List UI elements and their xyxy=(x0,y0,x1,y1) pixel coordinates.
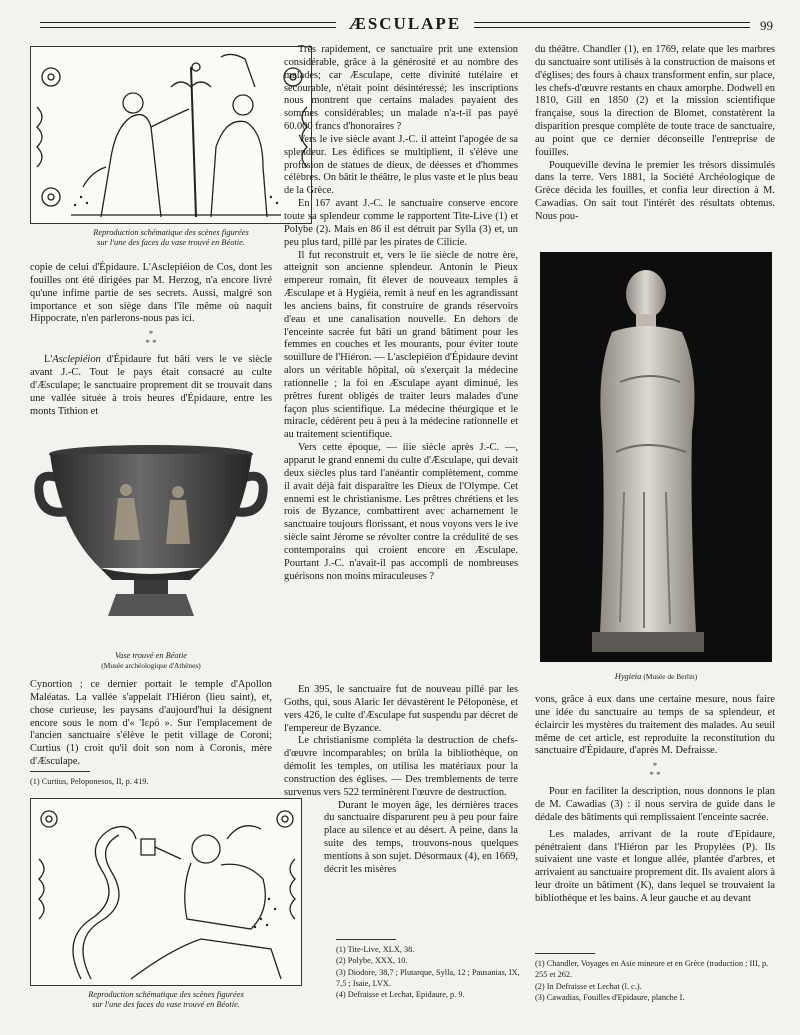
vase-caption-credit: (Musée archéologique d'Athènes) xyxy=(101,661,201,670)
footnote: (1) Tite-Live, XLX, 38. xyxy=(336,945,415,954)
paragraph: Pour en faciliter la description, nous donnons le plan de M. Cawadias (3) : il nous servira de guide dans le dédale des bâtiments qui remplissaient l'enceinte sacrée. xyxy=(535,786,775,823)
hygieia-statue-image xyxy=(540,252,772,662)
paragraph: En 167 avant J.-C. le sanctuaire conserve encore toute sa splendeur comme le rapportent Tite-Live (1) et Polybe (2). Mais en 86 il est détruit par Sylla (3) et, un peu plus tard, pillé par les pirates de Cilicie. xyxy=(284,198,518,248)
vase-scene-drawing-top xyxy=(30,46,312,224)
footnote-rule-mid xyxy=(336,939,396,940)
statue-caption xyxy=(540,672,772,682)
top-figure-caption xyxy=(30,228,312,248)
footnote: (1) Chandler, Voyages en Asie mineure et en Grèce (traduction ; III, p. 255 et 262. xyxy=(535,959,769,980)
paragraph: L'Asclepiéion d'Épidaure fut bâti vers le ve siècle avant J.-C. Tout le pays était consacré au culte d'Æsculape; le sanctuaire proprement dit se trouvait dans une vallée située à trois heures d'Épidaure, entre les monts Tithion et xyxy=(30,354,272,417)
middle-column-upper xyxy=(284,44,518,583)
section-separator: * * * xyxy=(145,329,157,349)
paragraph: copie de celui d'Épidaure. L'Asclepiéion de Cos, dont les fouilles ont été dirigées par M. Herzog, n'a encore livré qu'une infime partie de ses secrets. Aussi, malgré son importance et son siège dans l'île même où naquit Hippocrate, n'en parlerons-nous pas ici. xyxy=(30,262,272,325)
paragraph: Vers cette époque, — iiie siècle après J.-C. —, apparut le grand ennemi du culte d'Æsculape, qui devait deux siècles plus tard l'anéantir complètement, comme il avait déjà fait disparaître les Dieux de l'Olympe. Cet ennemi est le christianisme. Les prêtres chrétiens et les rois de Byzance, combattirent avec acharnement le sanctuaire toujours florissant, et nous voyons vers le ive siècle saint Jérome se révolter contre la crédulité de ses contemporains qui croient encore en Æsculape. Pourtant J.-C. n'avait-il pas accompli de nombreuses guérisons non moins miraculeuses ? xyxy=(284,442,518,582)
footnote: (2) Polybe, XXX, 10. xyxy=(336,956,408,966)
vase-photo xyxy=(30,440,272,624)
paragraph: vons, grâce à eux dans une certaine mesure, nous faire une idée du sanctuaire au temps de sa splendeur, et éclaircir les mystères du traitement des malades. Au seuil même de cet article, est reproduite la reconstitution du sanctuaire d'Épidaure, d'après M. Defraisse. xyxy=(535,694,775,757)
footnote-rule-right xyxy=(535,953,595,954)
footnote: (3) Diodore, 38,7 ; Plutarque, Sylla, 12 ; Pausanias, IX, 7,5 ; Isaie, LVX. xyxy=(336,967,520,988)
statue-caption-title: Hygieia xyxy=(614,672,642,681)
running-title: ÆSCULAPE xyxy=(348,14,462,33)
hygieia-statue-photo xyxy=(540,252,772,662)
footnote-left: (1) Curtius, Peloponesos, II, p. 419. xyxy=(30,777,149,786)
greek-krater-image xyxy=(30,440,272,624)
vase-scene-drawing-bottom xyxy=(30,798,302,986)
left-column-lower xyxy=(30,679,272,769)
paragraph: du théâtre. Chandler (1), en 1769, relate que les marbres du sanctuaire sont utilisés à la construction de maisons et d'églises; des fours à chaux transforment enfin, sur place, les chefs-d'œuvre restants en chaux amorphe. Dodwell en 1810, Gill en 1850 (2) et la mission scientifique française, sous la direction de Blomet, constatèrent la disparition presque complète de toute trace de sanctuaire, au point que ce dernier déconseille l'entreprise de fouilles. xyxy=(535,44,775,158)
statue-caption-credit: (Musée de Berlin) xyxy=(643,672,698,681)
right-column-upper xyxy=(535,44,775,224)
footnotes-middle xyxy=(336,944,521,1000)
paragraph: Pouqueville devina le premier les trésors dissimulés dans la terre. Vers 1881, la Société Archéologique de Grèce décida les fouilles, et confia leur direction à M. Cawadias. On sait tout l'intérêt des résultats obtenus. Nous pou- xyxy=(535,159,775,222)
middle-column-lower xyxy=(284,684,518,877)
paragraph: En 395, le sanctuaire fut de nouveau pillé par les Goths, qui, sous Alaric Ier dévastèrent le Péloponèse, et vers 426, le culte d'Æsculape fut suspendu par décret de l'empereur de Byzance. xyxy=(284,684,518,734)
paragraph: Les malades, arrivant de la route d'Epidaure, pénétraient dans l'Hiéron par les Propylées (P). Ils suivaient une vaste et longue allée, plantée d'arbres, et arrivaient au sanctuaire proprement dit. Ils avaient alors à leur droite un bâtiment (K), dans lequel se trouvaient la bibliothèque et les bains. A leur gauche et au devant xyxy=(535,828,775,904)
caption-line: Reproduction schématique des scènes figurées xyxy=(88,990,244,999)
paragraph: Durant le moyen âge, les dernières traces du sanctuaire disparurent peu à peu pour faire place au silence et au désert. A peine, dans la suite des temps, trouvons-nous quelques mentions à son sujet. Désormaux (4), en 1669, décrit les misères xyxy=(324,799,518,875)
footnote: (2) In Defraisse et Lechat (l. c.). xyxy=(535,981,642,991)
paragraph: Très rapidement, ce sanctuaire prit une extension considérable, grâce à la générosité et au nombre des malades; car Æsculape, cette divinité tutélaire et secourable, n'était point désintéressé; les inscriptions nous montrent que certains malades payaient des sommes considérables; un malade n'a-t-il pas payé 60.000 francs d'honoraires ? xyxy=(284,44,518,133)
paragraph: Il fut reconstruit et, vers le iie siècle de notre ère, atteignit son ancienne splendeur. Antonin le Pieux empereur romain, fit élever de nouveaux temples à Æsculape et à Hygiéia, remit à neuf en les agrandissant les anciens bains, fit construire de grands réservoirs d'eau et une canalisation nouvelle. En dehors de l'enceinte sacrée fut bâti un grand bâtiment pour les femmes en couches et les mourants, pour éviter toute souillure de l'Hiéron. — L'asclepiéion d'Épidaure devint alors un véritable hôpital, où s'exerçait la médecine rationnelle ; la foi en Æsculape ayant diminué, les prêtres furent obligés de traiter leurs malades d'une façon plus scientifique. La médecine théurgique et le miracle, cédèrent peu à peu à la médecine rationnelle et au traitement scientifique. xyxy=(284,249,518,441)
caption-line: sur l'une des faces du vase trouvé en Béotie. xyxy=(97,238,245,247)
paragraph: Cynortion ; ce dernier portait le temple d'Apollon Maléatas. La vallée s'appelait l'Hiéron (lieu saint), et, chose curieuse, les paysans d'aujourd'hui la désignent encore sous le nom d'« Ἱερό ». Sur l'emplacement de l'ancien sanctuaire s'élève le petit village de Coroni; Curtius (1) croit qu'il doit son nom à Coronis, mère d'Æsculape. xyxy=(30,679,272,768)
caption-line: sur l'une des faces du vase trouvé en Béotie. xyxy=(92,1000,240,1009)
section-separator: * * * xyxy=(649,761,661,781)
header-rule-right xyxy=(474,22,750,28)
footnote: (3) Cawadias, Fouilles d'Epidaure, planche I. xyxy=(535,992,685,1002)
header-rule-left xyxy=(40,22,336,28)
footnote-rule-left xyxy=(30,771,90,772)
footnote: (4) Defraisse et Lechat, Epidaure, p. 9. xyxy=(336,990,465,1000)
footnotes-right xyxy=(535,958,775,1003)
bottom-figure-caption xyxy=(30,990,302,1010)
asclepius-scene-illustration xyxy=(31,799,302,986)
paragraph: Le christianisme compléta la destruction de chefs-d'œuvre incomparables; on brûla la bibliothèque, on démolit les temples, on utilisa les matériaux pour la construction des églises. — Des tremblements de terre survenus vers 522 terminèrent l'œuvre de destruction. xyxy=(284,735,518,798)
caption-line: Reproduction schématique des scènes figurées xyxy=(93,228,249,237)
page-number: 99 xyxy=(760,18,773,33)
right-column-lower xyxy=(535,694,775,906)
left-column-upper xyxy=(30,262,272,418)
vase-caption xyxy=(30,651,272,671)
vase-scene-illustration xyxy=(31,47,312,224)
vase-caption-title: Vase trouvé en Béotie xyxy=(114,651,187,660)
paragraph: Vers le ive siècle avant J.-C. il atteint l'apogée de sa splendeur. Les édifices se multiplient, il s'élève une profusion de statues de dieux, de déesses et d'hommes célèbres. On bâtit le théâtre, le plus vaste et le plus beau de la Grèce. xyxy=(284,133,518,197)
